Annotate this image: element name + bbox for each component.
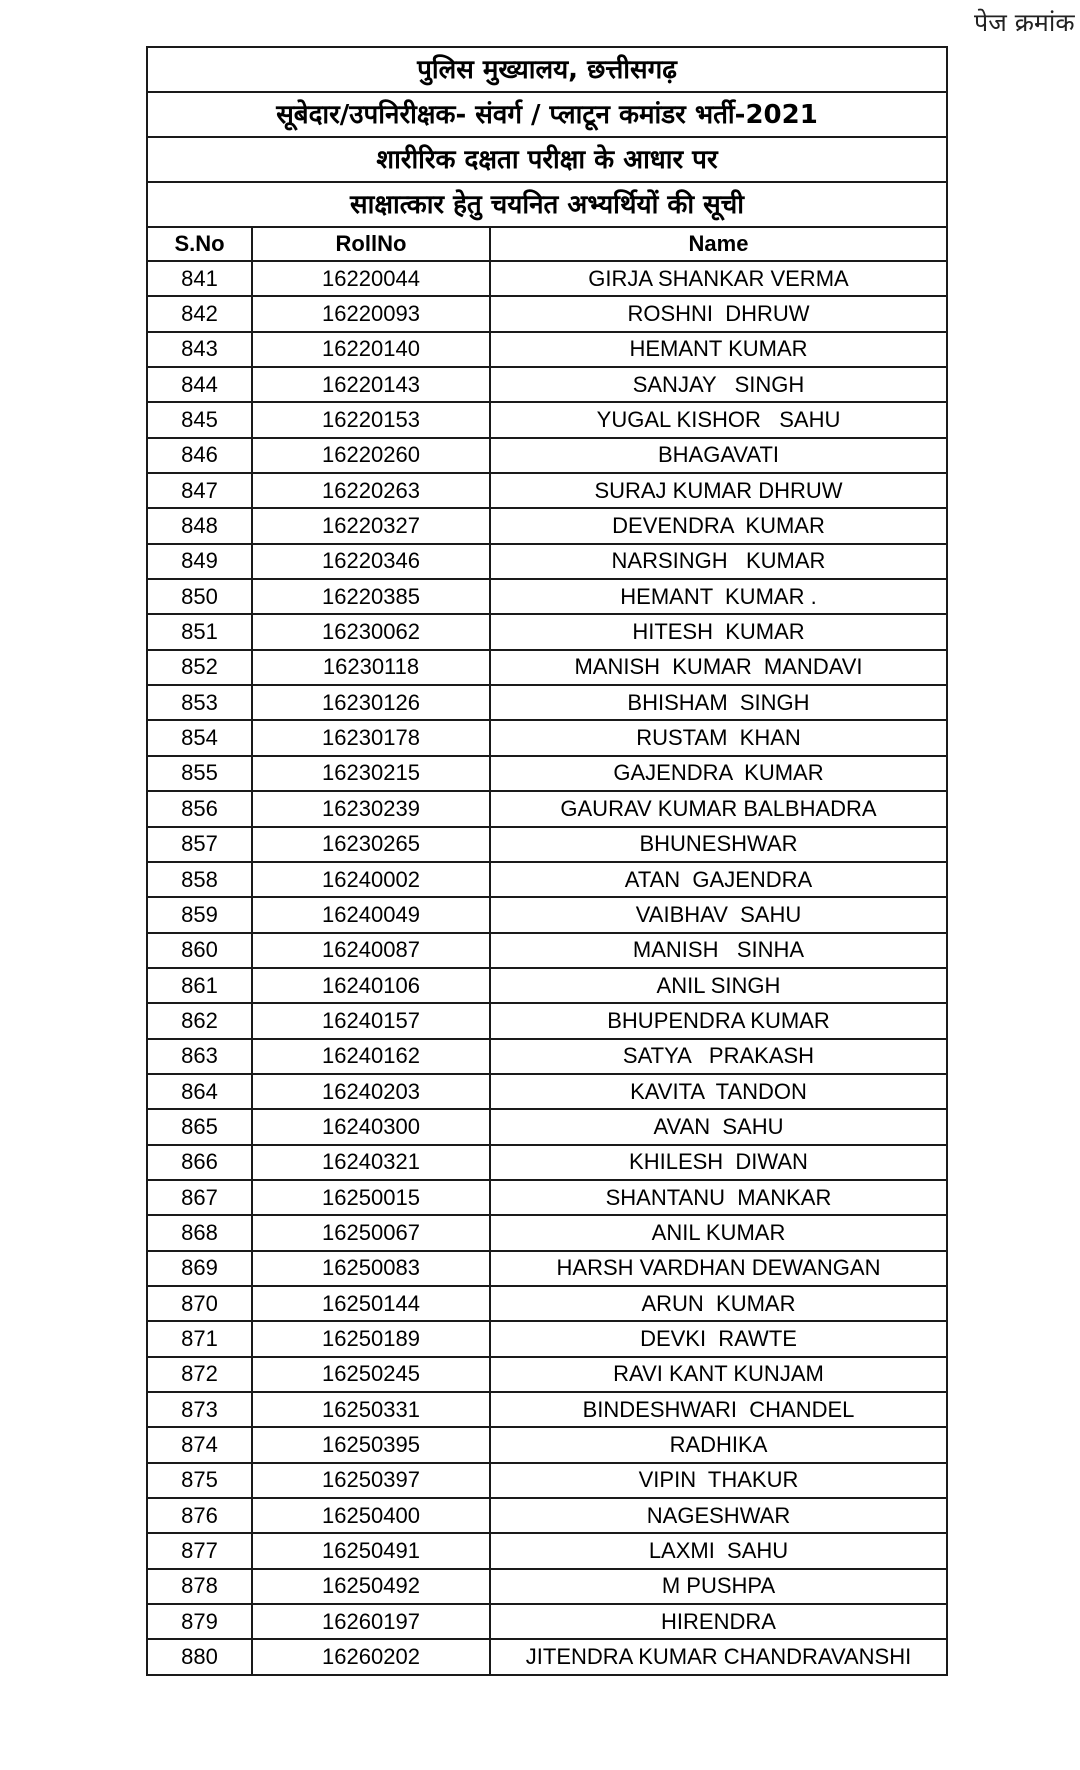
cell-sno: 848 [147, 508, 252, 543]
table-row [147, 1639, 947, 1674]
cell-sno: 858 [147, 862, 252, 897]
cell-rollno: 16250144 [252, 1286, 490, 1321]
table-row [147, 862, 947, 897]
table-row [147, 827, 947, 862]
cell-sno: 874 [147, 1427, 252, 1462]
table-row [147, 1039, 947, 1074]
cell-rollno: 16260202 [252, 1639, 490, 1674]
cell-sno: 867 [147, 1180, 252, 1215]
cell-sno: 864 [147, 1074, 252, 1109]
cell-rollno: 16230265 [252, 827, 490, 862]
table-row [147, 261, 947, 296]
title-row [147, 182, 947, 227]
table-row [147, 933, 947, 968]
cell-name: ROSHNI DHRUW [490, 296, 947, 331]
cell-rollno: 16240300 [252, 1109, 490, 1144]
table-row [147, 756, 947, 791]
table-row [147, 1392, 947, 1427]
cell-rollno: 16260197 [252, 1604, 490, 1639]
cell-rollno: 16220263 [252, 473, 490, 508]
cell-rollno: 16250400 [252, 1498, 490, 1533]
cell-name: HEMANT KUMAR [490, 332, 947, 367]
cell-rollno: 16250245 [252, 1357, 490, 1392]
cell-sno: 859 [147, 897, 252, 932]
table-row [147, 685, 947, 720]
cell-sno: 870 [147, 1286, 252, 1321]
cell-rollno: 16240087 [252, 933, 490, 968]
table-row [147, 1286, 947, 1321]
cell-name: AVAN SAHU [490, 1109, 947, 1144]
table-row [147, 614, 947, 649]
cell-name: ATAN GAJENDRA [490, 862, 947, 897]
cell-rollno: 16250395 [252, 1427, 490, 1462]
cell-rollno: 16220327 [252, 508, 490, 543]
cell-rollno: 16220093 [252, 296, 490, 331]
cell-sno: 851 [147, 614, 252, 649]
cell-rollno: 16250189 [252, 1321, 490, 1356]
cell-name: BINDESHWARI CHANDEL [490, 1392, 947, 1427]
cell-sno: 861 [147, 968, 252, 1003]
cell-name: BHAGAVATI [490, 438, 947, 473]
cell-rollno: 16240162 [252, 1039, 490, 1074]
table-row [147, 1463, 947, 1498]
cell-rollno: 16220260 [252, 438, 490, 473]
cell-rollno: 16240321 [252, 1145, 490, 1180]
cell-name: KHILESH DIWAN [490, 1145, 947, 1180]
cell-sno: 879 [147, 1604, 252, 1639]
header-recruitment-title: सूबेदार/उपनिरीक्षक- संवर्ग / प्लाटून कमांडर भर्ती-2021 [147, 92, 947, 137]
cell-name: VIPIN THAKUR [490, 1463, 947, 1498]
table-row [147, 1074, 947, 1109]
table-row [147, 897, 947, 932]
cell-name: RUSTAM KHAN [490, 720, 947, 755]
table-row [147, 1533, 947, 1568]
cell-rollno: 16250491 [252, 1533, 490, 1568]
cell-name: HEMANT KUMAR . [490, 579, 947, 614]
table-row [147, 1251, 947, 1286]
cell-sno: 869 [147, 1251, 252, 1286]
cell-sno: 845 [147, 402, 252, 437]
cell-rollno: 16230239 [252, 791, 490, 826]
cell-name: GAURAV KUMAR BALBHADRA [490, 791, 947, 826]
cell-rollno: 16230178 [252, 720, 490, 755]
cell-name: HIRENDRA [490, 1604, 947, 1639]
cell-name: MANISH SINHA [490, 933, 947, 968]
cell-rollno: 16250083 [252, 1251, 490, 1286]
table-row [147, 1321, 947, 1356]
cell-sno: 854 [147, 720, 252, 755]
cell-rollno: 16220140 [252, 332, 490, 367]
cell-rollno: 16250331 [252, 1392, 490, 1427]
cell-sno: 846 [147, 438, 252, 473]
cell-rollno: 16250492 [252, 1569, 490, 1604]
cell-rollno: 16220143 [252, 367, 490, 402]
header-test-basis: शारीरिक दक्षता परीक्षा के आधार पर [147, 137, 947, 182]
cell-sno: 871 [147, 1321, 252, 1356]
cell-rollno: 16220385 [252, 579, 490, 614]
table-row [147, 1357, 947, 1392]
cell-rollno: 16230062 [252, 614, 490, 649]
cell-name: SHANTANU MANKAR [490, 1180, 947, 1215]
cell-sno: 875 [147, 1463, 252, 1498]
cell-rollno: 16220346 [252, 544, 490, 579]
cell-sno: 862 [147, 1003, 252, 1038]
column-header-row [147, 227, 947, 261]
cell-sno: 863 [147, 1039, 252, 1074]
cell-name: HARSH VARDHAN DEWANGAN [490, 1251, 947, 1286]
cell-name: VAIBHAV SAHU [490, 897, 947, 932]
cell-rollno: 16240049 [252, 897, 490, 932]
table-row [147, 1569, 947, 1604]
cell-name: YUGAL KISHOR SAHU [490, 402, 947, 437]
cell-sno: 865 [147, 1109, 252, 1144]
column-header-name: Name [490, 227, 947, 261]
cell-rollno: 16240203 [252, 1074, 490, 1109]
cell-rollno: 16240106 [252, 968, 490, 1003]
table-row [147, 1427, 947, 1462]
cell-name: RADHIKA [490, 1427, 947, 1462]
cell-name: DEVKI RAWTE [490, 1321, 947, 1356]
cell-name: MANISH KUMAR MANDAVI [490, 650, 947, 685]
title-row [147, 137, 947, 182]
cell-rollno: 16240157 [252, 1003, 490, 1038]
cell-rollno: 16230118 [252, 650, 490, 685]
cell-name: RAVI KANT KUNJAM [490, 1357, 947, 1392]
column-header-sno: S.No [147, 227, 252, 261]
table-row [147, 1180, 947, 1215]
cell-sno: 850 [147, 579, 252, 614]
table-row [147, 1003, 947, 1038]
cell-rollno: 16250397 [252, 1463, 490, 1498]
candidate-list-table [146, 46, 948, 1676]
cell-name: DEVENDRA KUMAR [490, 508, 947, 543]
title-row [147, 92, 947, 137]
table-row [147, 1498, 947, 1533]
table-row [147, 791, 947, 826]
cell-sno: 856 [147, 791, 252, 826]
cell-name: LAXMI SAHU [490, 1533, 947, 1568]
cell-name: NARSINGH KUMAR [490, 544, 947, 579]
cell-sno: 857 [147, 827, 252, 862]
table-row [147, 332, 947, 367]
cell-name: HITESH KUMAR [490, 614, 947, 649]
cell-sno: 873 [147, 1392, 252, 1427]
cell-rollno: 16250067 [252, 1215, 490, 1250]
cell-sno: 868 [147, 1215, 252, 1250]
cell-sno: 878 [147, 1569, 252, 1604]
cell-name: SATYA PRAKASH [490, 1039, 947, 1074]
cell-sno: 866 [147, 1145, 252, 1180]
cell-sno: 852 [147, 650, 252, 685]
cell-sno: 855 [147, 756, 252, 791]
cell-rollno: 16250015 [252, 1180, 490, 1215]
page-number-label: पेज क्रमांक [974, 8, 1075, 37]
cell-name: SURAJ KUMAR DHRUW [490, 473, 947, 508]
table-row [147, 402, 947, 437]
cell-name: GAJENDRA KUMAR [490, 756, 947, 791]
cell-sno: 853 [147, 685, 252, 720]
cell-rollno: 16220044 [252, 261, 490, 296]
table-row [147, 1604, 947, 1639]
cell-name: BHUNESHWAR [490, 827, 947, 862]
cell-sno: 872 [147, 1357, 252, 1392]
cell-sno: 847 [147, 473, 252, 508]
header-office-title: पुलिस मुख्यालय, छत्तीसगढ़ [147, 47, 947, 92]
cell-name: BHISHAM SINGH [490, 685, 947, 720]
cell-sno: 843 [147, 332, 252, 367]
cell-sno: 841 [147, 261, 252, 296]
table-row [147, 650, 947, 685]
cell-sno: 844 [147, 367, 252, 402]
cell-name: KAVITA TANDON [490, 1074, 947, 1109]
table-row [147, 508, 947, 543]
cell-name: M PUSHPA [490, 1569, 947, 1604]
table-row [147, 720, 947, 755]
cell-rollno: 16240002 [252, 862, 490, 897]
table-row [147, 1145, 947, 1180]
table-row [147, 438, 947, 473]
cell-rollno: 16230215 [252, 756, 490, 791]
table-row [147, 473, 947, 508]
cell-name: NAGESHWAR [490, 1498, 947, 1533]
cell-sno: 877 [147, 1533, 252, 1568]
table-row [147, 1109, 947, 1144]
table-row [147, 544, 947, 579]
cell-name: GIRJA SHANKAR VERMA [490, 261, 947, 296]
table-row [147, 1215, 947, 1250]
cell-rollno: 16220153 [252, 402, 490, 437]
cell-sno: 876 [147, 1498, 252, 1533]
cell-name: ARUN KUMAR [490, 1286, 947, 1321]
cell-name: ANIL KUMAR [490, 1215, 947, 1250]
cell-name: ANIL SINGH [490, 968, 947, 1003]
cell-sno: 860 [147, 933, 252, 968]
title-row [147, 47, 947, 92]
cell-sno: 880 [147, 1639, 252, 1674]
cell-name: SANJAY SINGH [490, 367, 947, 402]
column-header-rollno: RollNo [252, 227, 490, 261]
cell-name: BHUPENDRA KUMAR [490, 1003, 947, 1038]
cell-rollno: 16230126 [252, 685, 490, 720]
table-row [147, 579, 947, 614]
cell-sno: 849 [147, 544, 252, 579]
cell-sno: 842 [147, 296, 252, 331]
table-row [147, 968, 947, 1003]
table-row [147, 367, 947, 402]
table-row [147, 296, 947, 331]
cell-name: JITENDRA KUMAR CHANDRAVANSHI [490, 1639, 947, 1674]
header-list-title: साक्षात्कार हेतु चयनित अभ्यर्थियों की सूची [147, 182, 947, 227]
